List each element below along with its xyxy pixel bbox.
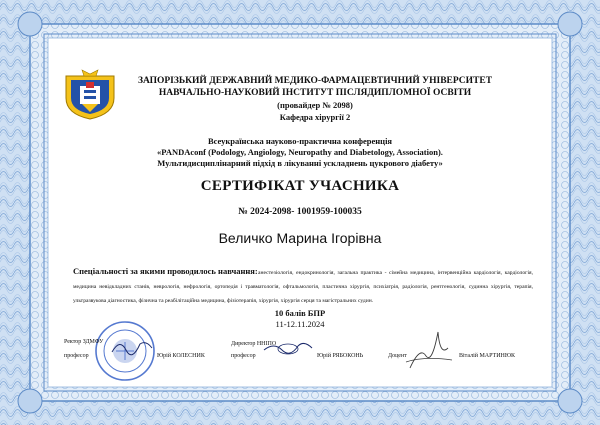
conference-name: «PANDAconf (Podology, Angiology, Neuropathy and Diabetology, Association). [157, 147, 443, 157]
conference-type: Всеукраїнська науково-практична конференція [207, 136, 393, 146]
conference-subtitle: Мультидисциплінарний підхід в лікуванні ускладнень цукрового діабету» [157, 158, 443, 168]
director-name: Юрій РЯБОКОНЬ [317, 353, 364, 359]
certificate-title: СЕРТИФІКАТ УЧАСНИКА [200, 178, 400, 194]
credit-points: 10 балів БПР [274, 308, 326, 318]
rector-signature-icon [110, 336, 154, 358]
director-signature-icon [262, 338, 314, 360]
specialties-list: анестезіологія, ендокринологія, загальна практика - сімейна медицина, інтервенційна кардіологія, кардіологія, медицина невідкладних станів, неврологія, нефрологія, ортопедія і травматологія, офтальмологія, пластична хірургія, психіатрія, радіологія, рентгенологія, судинна хірургія, терапія, ультразвукова діагностика, фізична та реабілітаційна медицина, фізіотерапія, хірургія, хірургія серця та магістральних судин. [73, 270, 533, 304]
director-rank: професор [231, 353, 256, 359]
docent-name: Віталій МАРТИНЮК [459, 353, 516, 359]
rector-title: Ректор ЗДМФУ [64, 339, 104, 345]
docent-rank: Доцент [388, 353, 407, 359]
docent-signature-icon [404, 326, 454, 374]
university-name: ЗАПОРІЗЬКИЙ ДЕРЖАВНИЙ МЕДИКО-ФАРМАЦЕВТИЧНИЙ УНІВЕРСИТЕТ [137, 76, 493, 86]
conference-dates: 11-12.11.2024 [275, 319, 325, 329]
participant-name: Величко Марина Ігорівна [218, 230, 382, 246]
provider-number: (провайдер № 2098) [277, 100, 353, 110]
rector-name: Юрій КОЛЕСНИК [157, 353, 205, 359]
institute-name: НАВЧАЛЬНО-НАУКОВИЙ ІНСТИТУТ ПІСЛЯДИПЛОМНОЇ ОСВІТИ [158, 88, 472, 98]
director-title: Директор ННІПО [231, 341, 277, 347]
certificate-number: № 2024-2098- 1001959-100035 [238, 207, 362, 217]
department-name: Кафедра хірургії 2 [279, 112, 351, 122]
rector-rank: професор [64, 353, 89, 359]
specialties-label: Спеціальності за якими проводилось навчання: [73, 266, 258, 276]
